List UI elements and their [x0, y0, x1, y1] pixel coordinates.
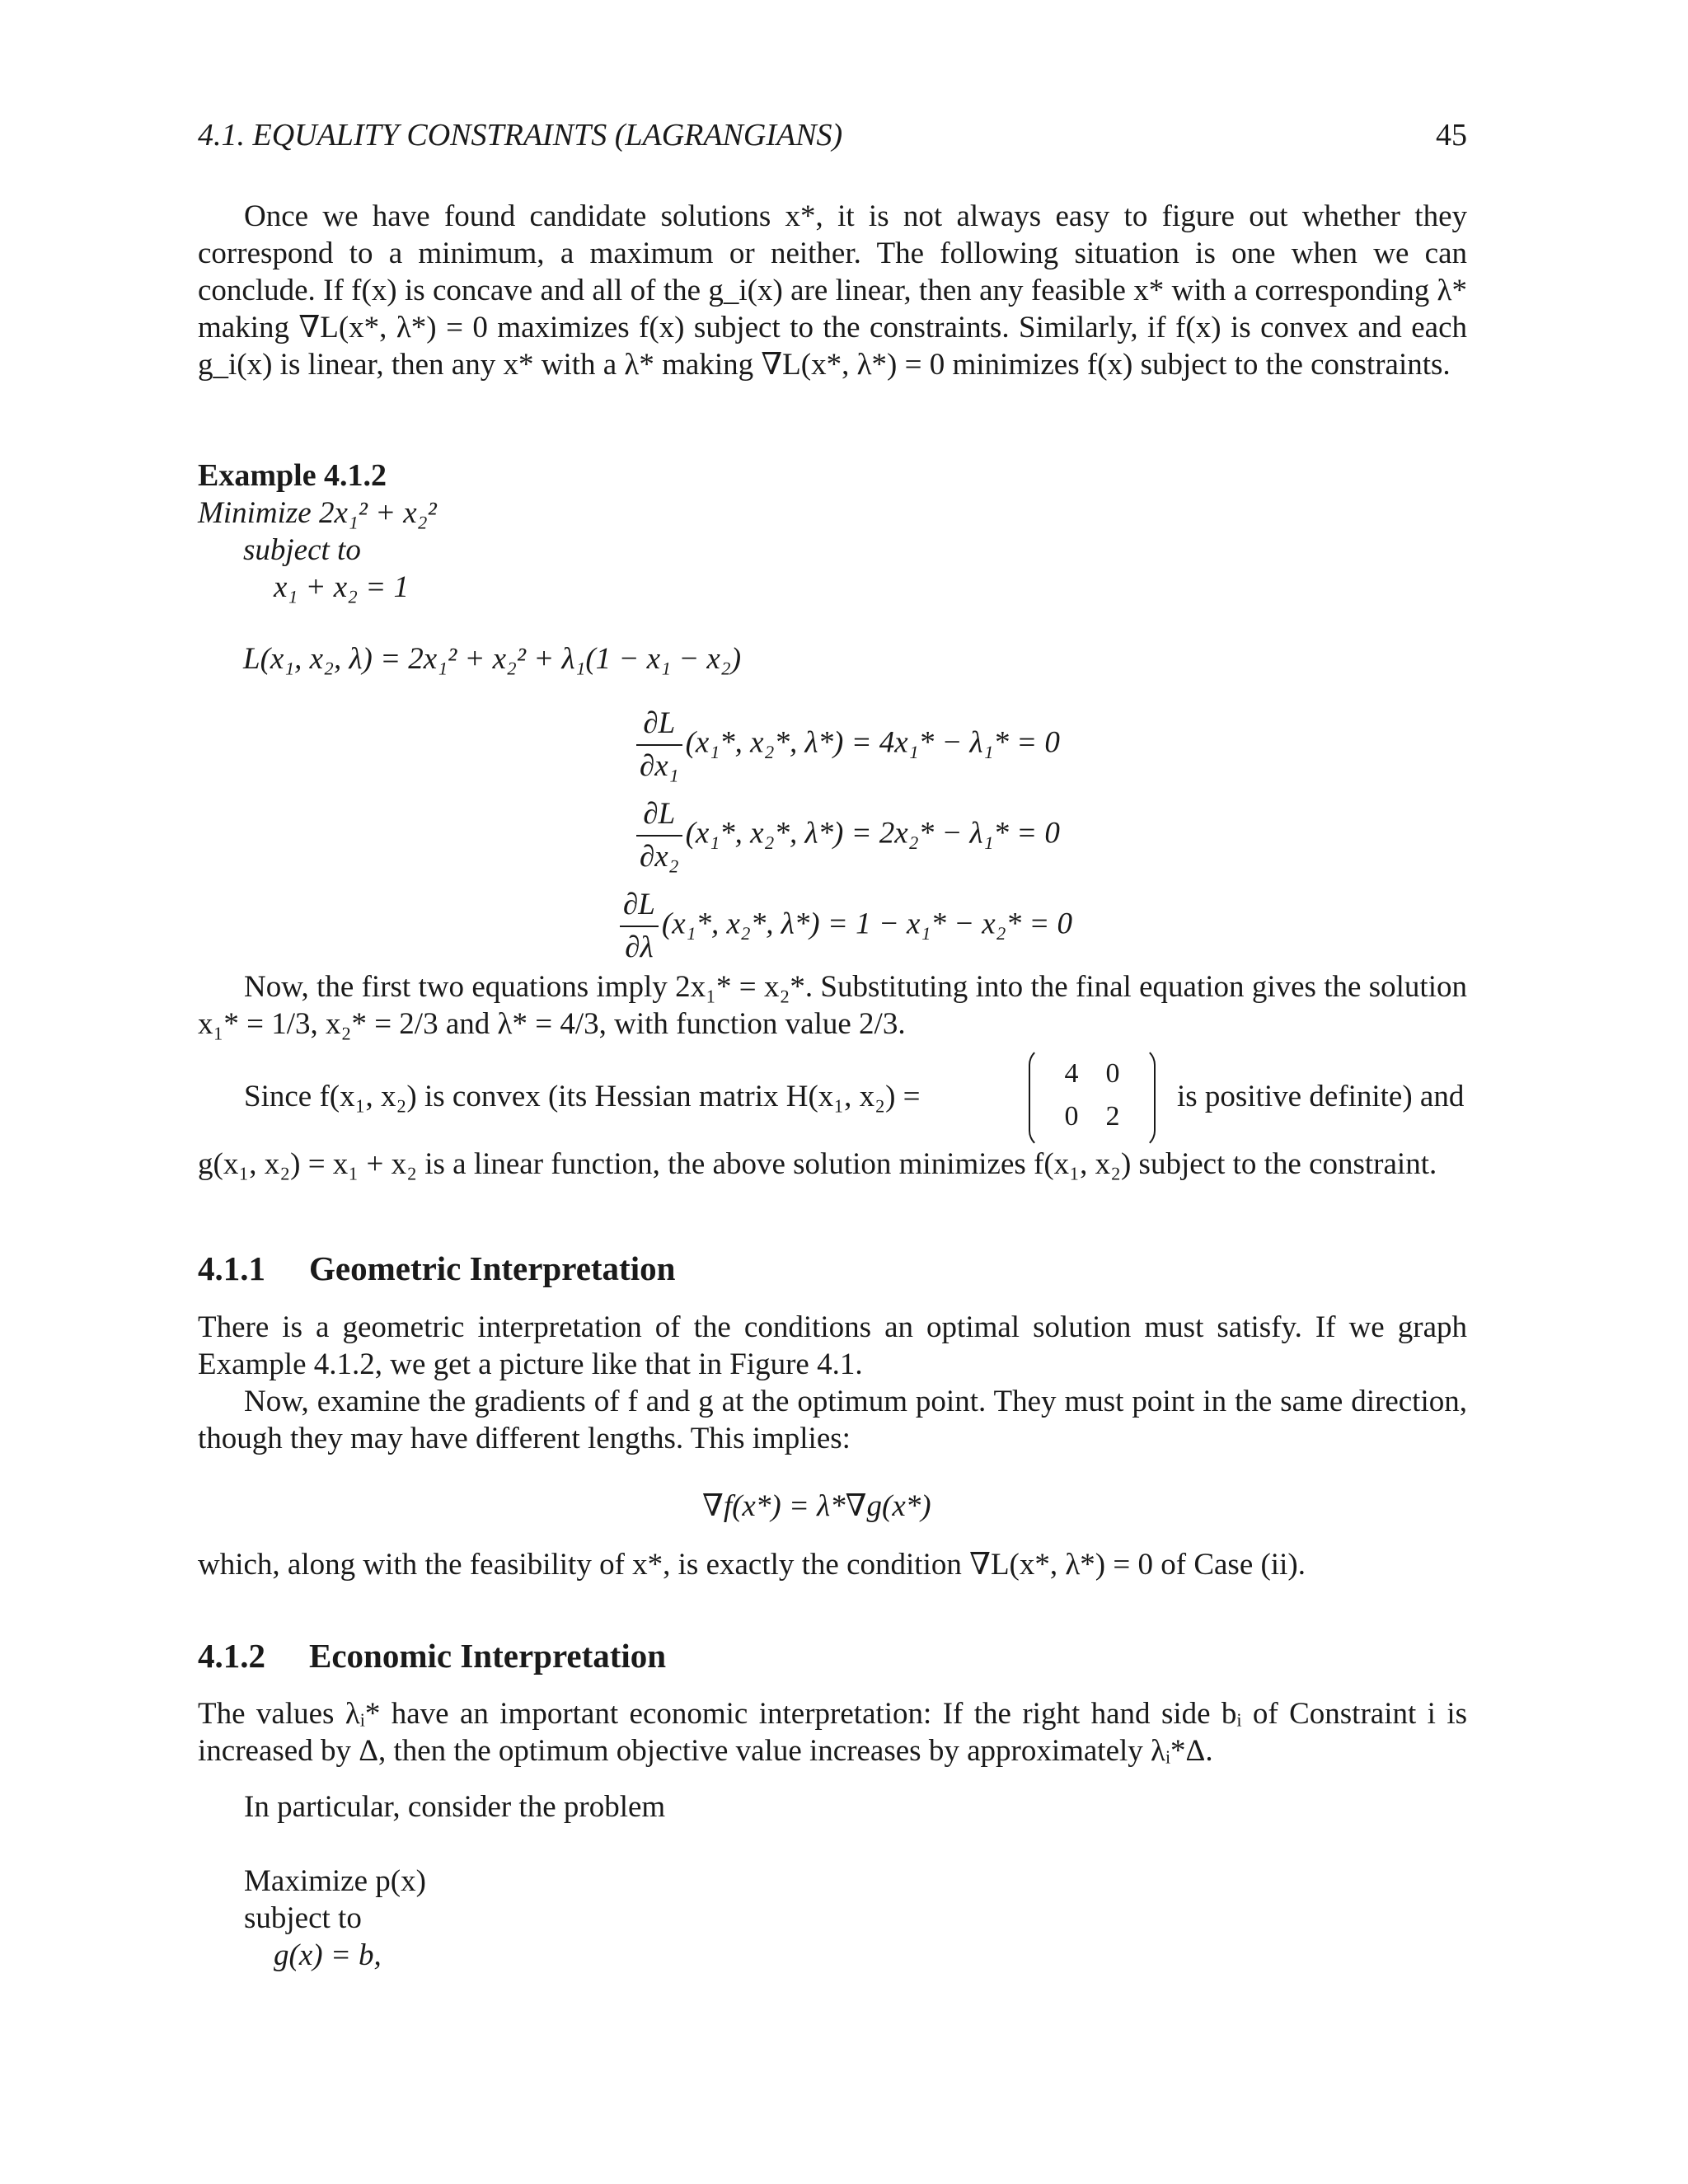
right-parenthesis: [1136, 1047, 1156, 1149]
gradient-equation: ∇f(x*) = λ*∇g(x*): [702, 1489, 931, 1523]
problem-objective: Maximize p(x): [244, 1864, 426, 1898]
fraction-denominator: ∂x₂: [640, 840, 679, 874]
minimize-label: Minimize: [198, 496, 312, 530]
convexity-continuation: g(x₁, x₂) = x₁ + x₂ is a linear function, the above solution minimizes f(x₁, x₂) subject to the constraint.: [198, 1147, 1437, 1181]
objective-expression: 2x₁² + x₂²: [318, 496, 437, 530]
partial-derivative-x2: [636, 795, 1060, 876]
example-constraint: x₁ + x₂ = 1: [274, 570, 410, 604]
matrix-cell: 0: [1105, 1058, 1120, 1089]
intro-paragraph: Once we have found candidate solutions x*, it is not always easy to figure out whether they correspond to a minimum, a maximum or neither. The following situation is one when we can conclude. If f(x) is concave and all of the g_i(x) are linear, then any feasible x* with a corresponding λ* making ∇L(x*, λ*) = 0 maximizes f(x) subject to the constraints. Similarly, if f(x) is convex and each g_i(x) is linear, then any x* with a λ* making ∇L(x*, λ*) = 0 minimizes f(x) subject to the constraints.: [198, 199, 1467, 382]
fraction-denominator: ∂x₁: [640, 749, 679, 783]
section-number: 4.1.2: [198, 1637, 265, 1675]
fraction: [636, 795, 682, 876]
equation-body: (x₁*, x₂*, λ*) = 2x₂* − λ₁* = 0: [685, 816, 1060, 851]
solution-paragraph: Now, the first two equations imply 2x₁* = x₂*. Substituting into the final equation gives the solution x₁* = 1/3, x₂* = 2/3 and λ* = 4/3, with function value 2/3.: [198, 970, 1467, 1041]
fraction-numerator: ∂L: [620, 886, 659, 927]
partial-derivative-x1: [636, 705, 1060, 785]
section-heading-geometric: [198, 1249, 675, 1288]
geometric-paragraph-2: Now, examine the gradients of f and g at the optimum point. They must point in the same direction, though they may have different lengths. This implies:: [198, 1385, 1467, 1455]
problem-subject-to: subject to: [244, 1901, 362, 1935]
running-title: 4.1. EQUALITY CONSTRAINTS (LAGRANGIANS): [198, 118, 843, 152]
matrix-cell: 4: [1064, 1058, 1079, 1089]
geometric-paragraph-3: which, along with the feasibility of x*, is exactly the condition ∇L(x*, λ*) = 0 of Case (ii).: [198, 1548, 1306, 1582]
convexity-text-left: Since f(x₁, x₂) is convex (its Hessian matrix H(x₁, x₂) =: [244, 1080, 921, 1113]
fraction: [636, 705, 682, 785]
subject-to-label: subject to: [243, 533, 361, 567]
problem-constraint: g(x) = b,: [274, 1938, 382, 1972]
economic-paragraph-2: In particular, consider the problem: [244, 1790, 666, 1824]
section-heading-economic: [198, 1636, 666, 1675]
fraction-numerator: ∂L: [636, 705, 682, 746]
section-title: Geometric Interpretation: [309, 1249, 676, 1287]
matrix-cell: 0: [1064, 1101, 1079, 1132]
lagrangian-equation: L(x₁, x₂, λ) = 2x₁² + x₂² + λ₁(1 − x₁ − x₂): [243, 642, 742, 676]
section-number: 4.1.1: [198, 1249, 265, 1287]
section-title: Economic Interpretation: [309, 1637, 667, 1675]
equation-body: (x₁*, x₂*, λ*) = 1 − x₁* − x₂* = 0: [661, 907, 1073, 941]
fraction-numerator: ∂L: [636, 795, 682, 837]
matrix-cell: 2: [1105, 1101, 1120, 1132]
hessian-matrix: [1029, 1047, 1156, 1146]
fraction: [620, 886, 659, 967]
equation-body: (x₁*, x₂*, λ*) = 4x₁* − λ₁* = 0: [685, 725, 1060, 760]
example-objective: [198, 494, 437, 532]
left-parenthesis: [1029, 1047, 1048, 1149]
fraction-denominator: ∂λ: [625, 930, 654, 964]
convexity-text-right: is positive definite) and: [1177, 1080, 1465, 1113]
example-title: Example 4.1.2: [198, 458, 387, 493]
page-number: 45: [1436, 118, 1467, 152]
economic-paragraph-1: The values λᵢ* have an important economic interpretation: If the right hand side bᵢ of Constraint i is increased by Δ, then the optimum objective value increases by approximately λᵢ*Δ.: [198, 1697, 1467, 1768]
partial-derivative-lambda: [620, 886, 1072, 967]
geometric-paragraph-1: There is a geometric interpretation of the conditions an optimal solution must satisfy. If we graph Example 4.1.2, we get a picture like that in Figure 4.1.: [198, 1310, 1467, 1381]
